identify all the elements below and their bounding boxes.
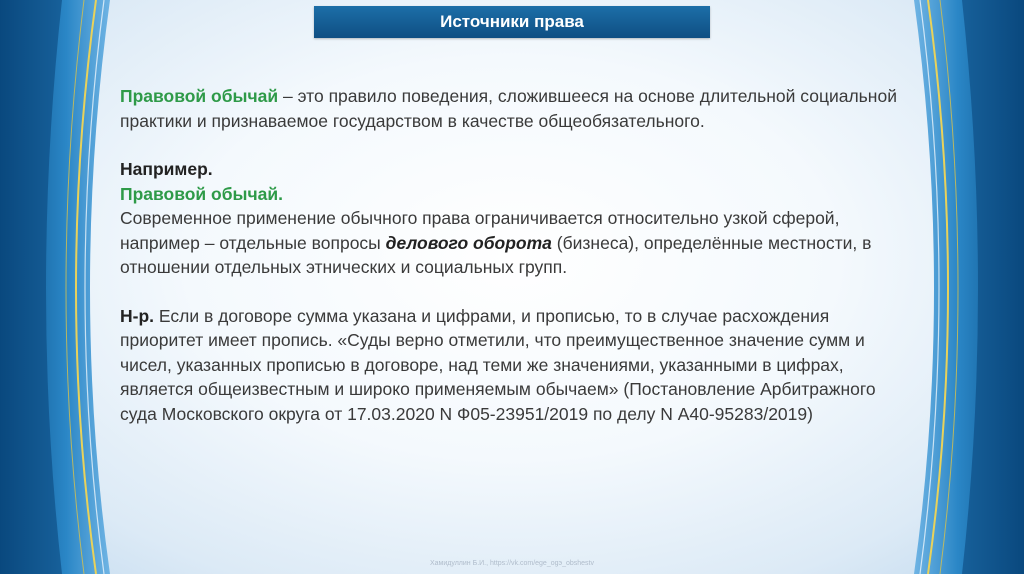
case-text: Если в договоре сумма указана и цифрами, и прописью, то в случае расхождения приоритет имеет пропись. «Суды верно отметили, что преимущественное значение сумм и чисел, указанных прописью в договоре, над теми же значениями, указанными в цифрах, является общеизвестным и широко применяемым обычаем» (Постановление Арбитражного суда Московского округа от 17.03.2020 N Ф05-23951/2019 по делу N А40-95283/2019) <box>120 305 876 424</box>
example-paragraph <box>120 206 910 280</box>
example-subheading: Правовой обычай. <box>120 183 284 204</box>
case-label: Н-р. <box>120 305 155 326</box>
example-text-after: (бизнеса), определённые местности, в отношении отдельных этнических и социальных групп. <box>120 232 872 277</box>
example-heading: Например. <box>120 159 213 179</box>
definition-text: – это правило поведения, сложившееся на основе длительной социальной практики и признаваемое государством в качестве общеобязательного. <box>120 86 897 131</box>
slide-title: Источники права <box>314 6 710 38</box>
example-text-before: Современное применение обычного права ограничивается относительно узкой сферой, например – отдельные вопросы <box>120 208 840 253</box>
slide-content <box>120 84 910 426</box>
definition-paragraph <box>120 84 910 133</box>
footer-credit: Хамидуллин Б.И., https://vk.com/ege_ogэ_obshestv <box>430 560 594 567</box>
example-emphasis: делового оборота <box>385 232 552 253</box>
case-paragraph <box>120 304 910 427</box>
left-curtain-decoration <box>0 0 140 574</box>
term-legal-custom: Правовой обычай <box>120 86 279 106</box>
